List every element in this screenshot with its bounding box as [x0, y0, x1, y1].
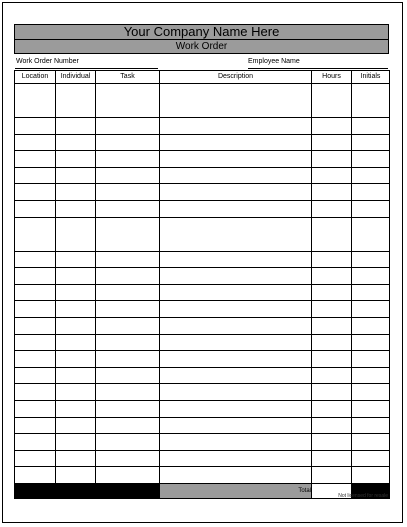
table-header-row	[15, 71, 390, 84]
table-row[interactable]	[15, 167, 390, 184]
work-order-table	[14, 70, 390, 499]
table-row[interactable]	[15, 351, 390, 368]
work-order-number-line[interactable]	[15, 68, 158, 69]
table-row[interactable]	[15, 134, 390, 151]
footer-note: Not licensed for resale	[338, 493, 388, 499]
employee-name-line[interactable]	[248, 68, 388, 69]
total-label: Total	[160, 483, 312, 498]
table-row[interactable]	[15, 450, 390, 467]
table-row[interactable]	[15, 268, 390, 285]
table-row[interactable]	[15, 151, 390, 168]
column-header-description: Description	[160, 71, 312, 84]
form-title: Work Order	[14, 40, 389, 54]
table-row[interactable]	[15, 200, 390, 217]
table-row[interactable]	[15, 118, 390, 135]
column-header-location: Location	[15, 71, 56, 84]
table-row[interactable]	[15, 251, 390, 268]
table-row[interactable]	[15, 317, 390, 334]
table-row[interactable]	[15, 284, 390, 301]
table-row[interactable]	[15, 384, 390, 401]
total-row-black-bar	[15, 483, 160, 498]
table-row[interactable]	[15, 334, 390, 351]
table-row[interactable]	[15, 367, 390, 384]
table-row[interactable]	[15, 417, 390, 434]
table-row[interactable]	[15, 84, 390, 118]
table-body	[15, 84, 390, 499]
table-row[interactable]	[15, 184, 390, 201]
column-header-individual: Individual	[56, 71, 96, 84]
column-header-task: Task	[96, 71, 160, 84]
column-header-hours: Hours	[312, 71, 352, 84]
company-name-header: Your Company Name Here	[14, 24, 389, 40]
column-header-initials: Initials	[352, 71, 390, 84]
table-row[interactable]	[15, 400, 390, 417]
employee-name-label: Employee Name	[248, 58, 300, 65]
table-row[interactable]	[15, 301, 390, 318]
table-row[interactable]	[15, 217, 390, 251]
table-row[interactable]	[15, 467, 390, 484]
table-row[interactable]	[15, 434, 390, 451]
work-order-number-label: Work Order Number	[16, 58, 79, 65]
